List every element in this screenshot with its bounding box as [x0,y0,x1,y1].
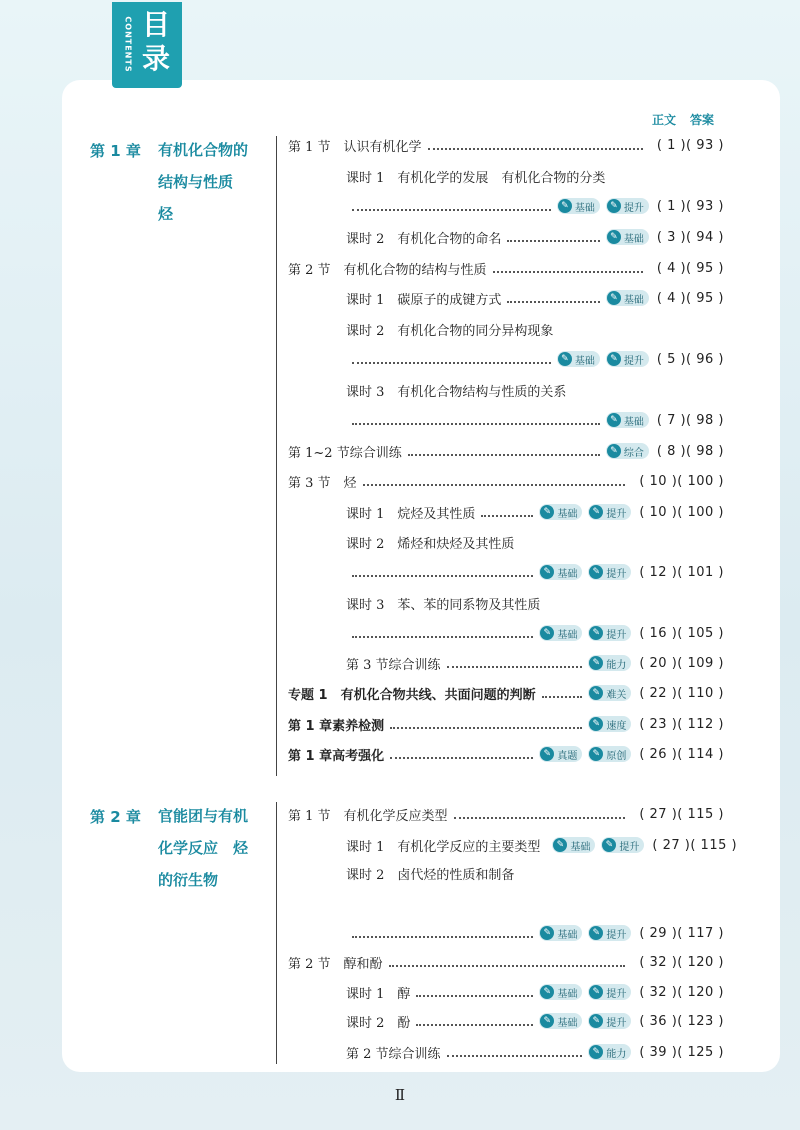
exercise-tag-label: 提升 [606,988,627,1000]
exercise-tag-label: 提升 [623,355,644,367]
toc-entry[interactable] [288,951,724,973]
practice-icon: ✎ [607,444,621,458]
dot-leader [408,442,600,456]
exercise-tag-label: 基础 [557,629,578,641]
exercise-tags [588,1044,631,1060]
page-number: Ⅱ [394,1086,406,1104]
toc-entry[interactable] [346,501,724,523]
exercise-tags [606,290,649,306]
dot-leader [352,624,533,638]
page-refs: ( 5 )( 96 ) [656,351,724,367]
chapter-2-title [158,800,270,896]
toc-entry[interactable] [288,257,724,279]
chapter-1-title-line: 结构与性质 [158,173,234,191]
practice-icon: ✎ [540,626,554,640]
practice-icon: ✎ [607,230,621,244]
toc-entry-title: 课时 2 有机化合物的命名 [346,231,502,247]
exercise-tag [606,443,649,459]
toc-entry[interactable] [288,713,724,735]
exercise-tag-label: 基础 [570,841,591,853]
toc-entry-title: 第 2 节综合训练 [346,1046,441,1062]
exercise-tags [606,412,649,428]
dot-leader [363,472,626,486]
exercise-tag [539,564,582,580]
page-refs: ( 23 )( 112 ) [639,716,724,732]
dot-leader [481,503,533,517]
toc-entry[interactable] [346,652,724,674]
exercise-tags [539,504,631,520]
exercise-tag [588,716,631,732]
toc-entry-title: 课时 1 有机化学的发展 有机化合物的分类 [346,171,606,186]
exercise-tag-label: 原创 [606,750,627,762]
exercise-tags [588,716,631,732]
practice-icon: ✎ [589,626,603,640]
practice-icon: ✎ [540,505,554,519]
exercise-tag [588,655,631,671]
toc-entry-title: 第 1 节 认识有机化学 [288,139,422,155]
toc-entry-title: 第 3 节 烃 [288,475,357,491]
practice-icon: ✎ [607,352,621,366]
exercise-tag-label: 提升 [623,202,644,214]
dot-leader [507,228,599,242]
toc-entry[interactable] [288,440,724,462]
chapter-2-divider [276,802,277,1064]
exercise-tag [588,685,631,701]
toc-entry[interactable] [346,834,738,856]
page-refs: ( 12 )( 101 ) [639,564,724,580]
dot-leader [352,924,533,938]
dot-leader [454,805,626,819]
toc-entry-title: 课时 1 有机化学反应的主要类型 [346,839,541,855]
toc-entry[interactable] [346,226,724,248]
toc-entry[interactable] [346,561,724,583]
exercise-tag-label: 真题 [557,750,578,762]
exercise-tag [539,1013,582,1029]
exercise-tag [539,984,582,1000]
exercise-tag-label: 基础 [574,202,595,214]
page-refs: ( 10 )( 100 ) [639,473,724,489]
exercise-tag [539,504,582,520]
page-refs: ( 7 )( 98 ) [656,412,724,428]
exercise-tag-label: 能力 [606,659,627,671]
dot-leader [352,350,551,364]
exercise-tag [606,290,649,306]
exercise-tag-label: 能力 [606,1048,627,1060]
practice-icon: ✎ [589,656,603,670]
dot-leader [352,563,533,577]
dot-leader [416,983,533,997]
page-refs: ( 10 )( 100 ) [639,504,724,520]
exercise-tag-label: 综合 [623,447,644,459]
page-refs: ( 3 )( 94 ) [656,229,724,245]
toc-entry[interactable] [346,195,724,217]
practice-icon: ✎ [540,747,554,761]
toc-entry-title: 第 1 章高考强化 [288,748,385,764]
exercise-tags [539,625,631,641]
toc-entry-title: 课时 2 烯烃和炔烃及其性质 [346,537,515,552]
contents-subtitle: CONTENTS [123,16,133,73]
exercise-tag-label: 提升 [606,568,627,580]
practice-icon: ✎ [558,199,572,213]
page-refs: ( 27 )( 115 ) [652,837,738,853]
chapter-1-title-line: 烃 [158,205,174,223]
exercise-tag [588,625,631,641]
practice-icon: ✎ [540,1014,554,1028]
exercise-tag [606,229,649,245]
practice-icon: ✎ [589,1045,603,1059]
exercise-tags [552,837,644,853]
page-refs: ( 32 )( 120 ) [639,954,724,970]
page-refs: ( 39 )( 125 ) [639,1044,724,1060]
toc-entry-title: 课时 2 卤代烃的性质和制备 [346,868,515,883]
exercise-tags [557,351,649,367]
exercise-tags [539,746,631,762]
toc-entry[interactable] [346,348,724,370]
toc-entry-title: 第 1~2 节综合训练 [288,445,402,461]
chapter-2-title-line: 官能团与有机 [158,807,249,825]
toc-entry-title: 课时 3 有机化合物结构与性质的关系 [346,385,567,400]
exercise-tag-label: 提升 [619,841,640,853]
practice-icon: ✎ [607,199,621,213]
exercise-tags [606,443,649,459]
toc-entry[interactable] [346,981,724,1003]
exercise-tag [588,925,631,941]
contents-badge [112,2,182,88]
exercise-tags [606,229,649,245]
toc-entry[interactable] [346,1041,724,1063]
exercise-tag-label: 提升 [606,1017,627,1029]
exercise-tag-label: 基础 [557,929,578,941]
chapter-2-title-line: 的衍生物 [158,871,219,889]
toc-entry-title: 第 1 章素养检测 [288,718,385,734]
toc-entry-title: 课时 1 碳原子的成键方式 [346,292,502,308]
dot-leader [390,745,533,759]
toc-entry[interactable] [288,743,724,765]
practice-icon: ✎ [607,291,621,305]
contents-title: 目录 [141,8,170,75]
exercise-tag-label: 基础 [557,568,578,580]
page-refs: ( 4 )( 95 ) [656,290,724,306]
toc-entry[interactable] [288,803,724,825]
practice-icon: ✎ [589,747,603,761]
practice-icon: ✎ [589,565,603,579]
exercise-tags [557,198,649,214]
page-refs: ( 26 )( 114 ) [639,746,724,762]
exercise-tag-label: 基础 [623,416,644,428]
chapter-2-title-line: 化学反应 烃 [158,839,249,857]
toc-entry[interactable] [346,922,724,944]
exercise-tag [606,198,649,214]
dot-leader [389,953,626,967]
dot-leader [352,411,600,425]
exercise-tag [588,746,631,762]
dot-leader [493,259,643,273]
exercise-tag [601,837,644,853]
exercise-tag [539,925,582,941]
chapter-2-label: 第 2 章 [90,808,141,826]
toc-entry-title: 课时 2 酚 [346,1015,411,1031]
page-refs: ( 4 )( 95 ) [656,260,724,276]
chapter-1-label: 第 1 章 [90,142,141,160]
page-refs: ( 1 )( 93 ) [656,137,724,153]
dot-leader [542,684,583,698]
dot-leader [416,1012,533,1026]
exercise-tag-label: 速度 [606,720,627,732]
page-refs: ( 32 )( 120 ) [639,984,724,1000]
toc-entry-title: 第 2 节 醇和酚 [288,956,383,972]
exercise-tag [557,351,600,367]
dot-leader [507,289,599,303]
exercise-tag-label: 提升 [606,508,627,520]
exercise-tag [606,351,649,367]
exercise-tags [539,925,631,941]
practice-icon: ✎ [602,838,616,852]
page-refs: ( 29 )( 117 ) [639,925,724,941]
chapter-1-divider [276,136,277,776]
dot-leader [447,654,583,668]
practice-icon: ✎ [607,413,621,427]
exercise-tag [588,564,631,580]
page-refs: ( 20 )( 109 ) [639,655,724,671]
practice-icon: ✎ [553,838,567,852]
toc-entry-title: 课时 1 醇 [346,986,411,1002]
exercise-tag-label: 基础 [623,233,644,245]
exercise-tags [539,1013,631,1029]
toc-entry-title: 第 2 节 有机化合物的结构与性质 [288,262,487,278]
toc-entry-title: 课时 3 苯、苯的同系物及其性质 [346,598,541,613]
toc-entry[interactable] [288,470,724,492]
exercise-tag-label: 难关 [606,689,627,701]
toc-entry[interactable] [346,622,724,644]
page-refs: ( 1 )( 93 ) [656,198,724,214]
exercise-tag-label: 提升 [606,929,627,941]
toc-entry[interactable] [288,682,724,704]
exercise-tag-label: 基础 [557,988,578,1000]
exercise-tags [588,685,631,701]
dot-leader [447,1043,583,1057]
exercise-tags [539,564,631,580]
practice-icon: ✎ [589,505,603,519]
toc-entry-title: 第 1 节 有机化学反应类型 [288,808,448,824]
exercise-tags [539,984,631,1000]
exercise-tag-label: 基础 [557,508,578,520]
exercise-tags [588,655,631,671]
practice-icon: ✎ [589,985,603,999]
chapter-1-title-line: 有机化合物的 [158,141,249,159]
page-refs: ( 8 )( 98 ) [656,443,724,459]
column-header-answer: 答案 [690,113,715,127]
toc-entry-title: 第 3 节综合训练 [346,657,441,673]
exercise-tag [588,1013,631,1029]
page-refs: ( 22 )( 110 ) [639,685,724,701]
page-refs: ( 36 )( 123 ) [639,1013,724,1029]
practice-icon: ✎ [540,565,554,579]
toc-entry[interactable] [346,409,724,431]
toc-entry[interactable] [346,1010,724,1032]
practice-icon: ✎ [589,926,603,940]
exercise-tag [539,746,582,762]
page-refs: ( 27 )( 115 ) [639,806,724,822]
toc-entry-title: 专题 1 有机化合物共线、共面问题的判断 [288,687,536,703]
exercise-tag [552,837,595,853]
practice-icon: ✎ [589,1014,603,1028]
practice-icon: ✎ [558,352,572,366]
chapter-1-title [158,134,270,230]
exercise-tag-label: 基础 [557,1017,578,1029]
toc-entry-title: 课时 2 有机化合物的同分异构现象 [346,324,554,339]
exercise-tag [588,504,631,520]
exercise-tag [539,625,582,641]
exercise-tag [606,412,649,428]
dot-leader [352,197,551,211]
practice-icon: ✎ [589,717,603,731]
practice-icon: ✎ [589,686,603,700]
dot-leader [428,136,643,150]
toc-entry-title: 课时 1 烷烃及其性质 [346,506,476,522]
toc-entry[interactable] [288,134,724,156]
toc-entry[interactable] [346,287,724,309]
exercise-tag-label: 基础 [623,294,644,306]
column-header-main: 正文 [652,113,677,127]
exercise-tag-label: 提升 [606,629,627,641]
exercise-tag [588,1044,631,1060]
page-refs: ( 16 )( 105 ) [639,625,724,641]
exercise-tag-label: 基础 [574,355,595,367]
practice-icon: ✎ [540,985,554,999]
exercise-tag [588,984,631,1000]
dot-leader [390,715,582,729]
exercise-tag [557,198,600,214]
practice-icon: ✎ [540,926,554,940]
